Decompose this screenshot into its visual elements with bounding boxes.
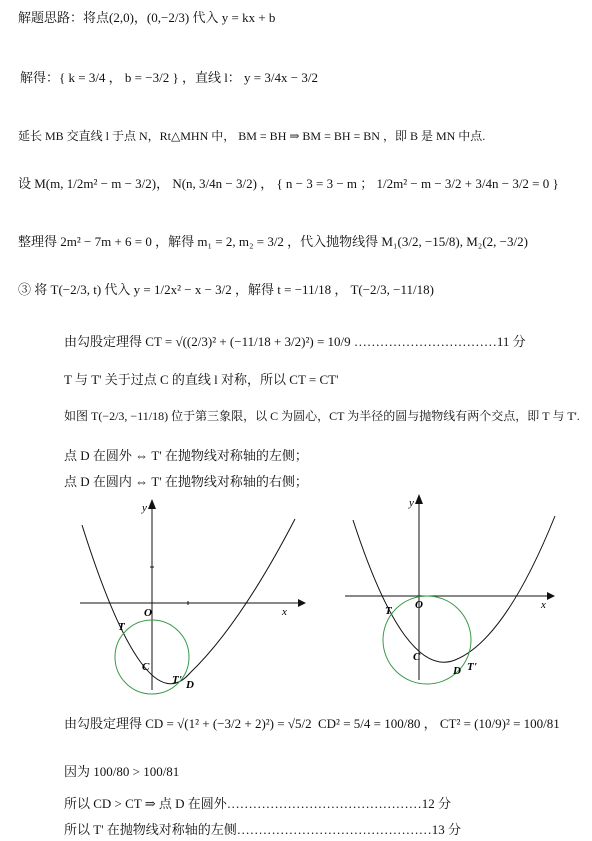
graph-right-d: D [453,665,461,677]
line-set-m-n: 设 M(m, 1/2m² − m − 3/2)， N(n, 3/4n − 3/2) ， { n − 3 = 3 − m ； 1/2m² − m − 3/2 + 3/4n − 3/2 = 0 } [18,176,559,191]
graph-left-d: D [186,679,194,691]
graph-right-o: O [415,599,423,611]
line-outside-circle: 点 D 在圆外 ⇔ T' 在抛物线对称轴的左侧； [64,448,308,463]
graph-right-tp: T' [467,661,477,673]
graph-right-t: T [385,605,392,617]
graph-left-y: y [142,502,147,514]
line-simplify: 整理得 2m² − 7m + 6 = 0 ，解得 m₁ = 2, m₂ = 3/2 ，代入抛物线得 M₁(3/2, −15/8), M₂(2, −3/2) [18,234,528,249]
line-symmetry: T 与 T' 关于过点 C 的直线 l 对称，所以 CT = CT' [64,372,339,387]
line-solution-idea: 解题思路：将点(2,0)，(0,−2/3) 代入 y = kx + b [18,10,276,25]
line-extend-mb: 延长 MB 交直线 l 于点 N，Rt△MHN 中， BM = BH ⇒ BM = BH = BN ，即 B 是 MN 中点. [18,129,486,143]
line-figure-desc: 如图 T(−2/3, −11/18) 位于第三象限，以 C 为圆心，CT 为半径的圆与抛物线有两个交点，即 T 与 T'. [64,409,580,423]
line-because: 因为 100/80 > 100/81 [64,764,180,779]
graph-left-t: T [118,621,125,633]
line-substitute-t: ③ 将 T(−2/3, t) 代入 y = 1/2x² − x − 3/2 ，解得 t = −11/18 ， T(−2/3, −11/18) [18,282,434,297]
graph-right-y: y [409,497,414,509]
line-solve-k-b: 解得：{ k = 3/4 ， b = −3/2 } ，直线 l： y = 3/4x − 3/2 [20,70,318,85]
line-conclude-tp: 所以 T' 在抛物线对称轴的左侧………………………………………13 分 [64,822,462,837]
graph-left-x: x [282,606,287,618]
line-cd-ct-squares: CD² = 5/4 = 100/80 ， CT² = (10/9)² = 100/81 [318,716,560,731]
graph-right-c: C [413,651,421,663]
graph-left [70,495,310,695]
graph-left-tp: T' [172,674,182,686]
line-pythagoras-ct: 由勾股定理得 CT = √((2/3)² + (−11/18 + 3/2)²) = 10/9 ……………………………11 分 [64,334,526,349]
line-conclude-d: 所以 CD > CT ⇒ 点 D 在圆外………………………………………12 分 [64,796,452,811]
graph-right-x: x [541,599,546,611]
graph-left-o: O [144,607,152,619]
line-pythagoras-cd: 由勾股定理得 CD = √(1² + (−3/2 + 2)²) = √5/2 [64,716,312,731]
line-inside-circle: 点 D 在圆内 ⇔ T' 在抛物线对称轴的右侧； [64,474,308,489]
graph-right [345,490,565,690]
graph-left-c: C [142,661,150,673]
